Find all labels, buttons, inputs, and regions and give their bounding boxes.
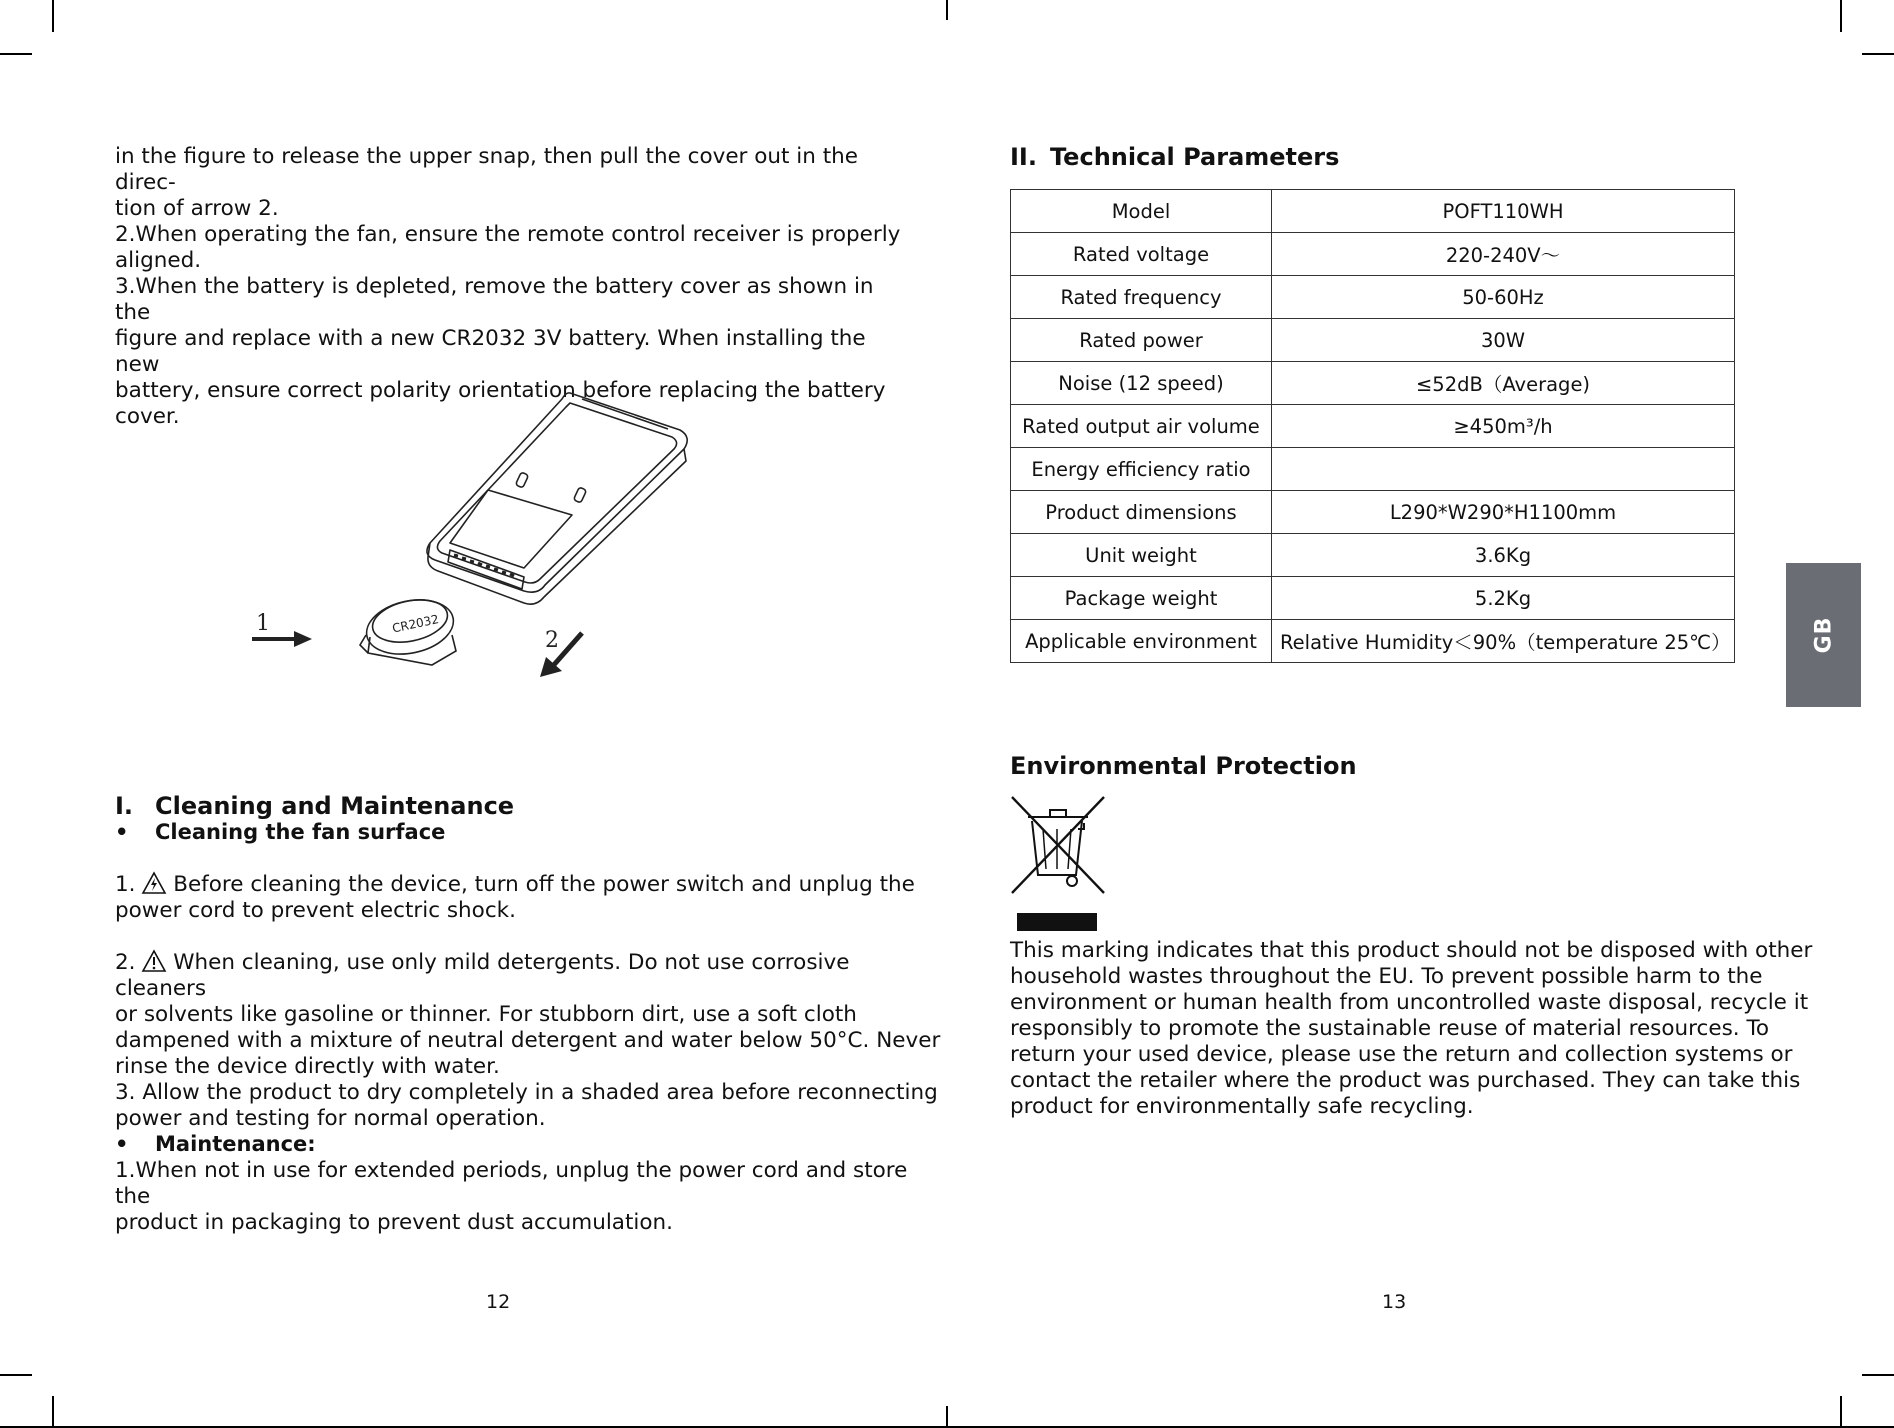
param-value: 30W: [1272, 319, 1735, 362]
param-value: [1272, 448, 1735, 491]
param-value: 5.2Kg: [1272, 577, 1735, 620]
param-value: ≤52dB（Average): [1272, 362, 1735, 405]
param-label: Applicable environment: [1011, 620, 1272, 663]
table-row: [1011, 276, 1735, 319]
bullet-title: Maintenance:: [155, 1132, 316, 1156]
env-line: contact the retailer where the product was purchased. They can take this: [1010, 1068, 1801, 1093]
bullet-maintenance: [115, 1132, 316, 1156]
env-text: [1010, 938, 1850, 1120]
env-protection-heading: Environmental Protection: [1010, 752, 1357, 780]
env-line: return your used device, please use the return and collection systems or: [1010, 1042, 1793, 1067]
left-page: [0, 0, 946, 1428]
item-text: dampened with a mixture of neutral detergent and water below 50°C. Never: [115, 1028, 941, 1053]
table-row: [1011, 491, 1735, 534]
param-label: Rated output air volume: [1011, 405, 1272, 448]
param-label: Rated power: [1011, 319, 1272, 362]
intro-line: battery, ensure correct polarity orientation before replacing the battery: [115, 378, 886, 403]
env-line: household wastes throughout the EU. To prevent possible harm to the: [1010, 964, 1763, 989]
intro-line: aligned.: [115, 248, 202, 273]
table-row: [1011, 319, 1735, 362]
weee-crossed-bin-icon: [1010, 793, 1106, 933]
param-label: Noise (12 speed): [1011, 362, 1272, 405]
param-value: 50-60Hz: [1272, 276, 1735, 319]
electric-warning-icon: [142, 872, 166, 894]
table-row: [1011, 190, 1735, 233]
item-text: rinse the device directly with water.: [115, 1054, 500, 1079]
maintenance-text: [115, 1158, 945, 1236]
language-tab-label: GB: [1811, 616, 1836, 654]
env-line: responsibly to promote the sustainable reuse of material resources. To: [1010, 1016, 1770, 1041]
section-2-number: II.: [1010, 143, 1037, 171]
remote-battery-illustration: [256, 385, 690, 685]
table-row: [1011, 577, 1735, 620]
table-row: [1011, 448, 1735, 491]
param-label: Energy efficiency ratio: [1011, 448, 1272, 491]
table-row: [1011, 405, 1735, 448]
cleaning-item-1: [115, 872, 935, 924]
maintenance-line: product in packaging to prevent dust accumulation.: [115, 1210, 674, 1235]
cleaning-item-2: [115, 950, 945, 1132]
item-prefix: 2.: [115, 950, 136, 975]
table-row: [1011, 620, 1735, 663]
item-text: When cleaning, use only mild detergents. Do not use corrosive cleaners: [115, 950, 850, 1001]
param-value: POFT110WH: [1272, 190, 1735, 233]
env-line: This marking indicates that this product should not be disposed with other: [1010, 938, 1813, 963]
section-1-number: I.: [115, 792, 134, 820]
bullet-cleaning-surface: [115, 820, 445, 844]
battery-label: CR2032: [390, 612, 441, 636]
bullet-dot: •: [115, 1132, 129, 1156]
right-page: [946, 0, 1894, 1428]
param-label: Rated frequency: [1011, 276, 1272, 319]
arrow-2-label: 2: [545, 628, 559, 653]
intro-line: figure and replace with a new CR2032 3V battery. When installing the new: [115, 326, 866, 377]
param-label: Unit weight: [1011, 534, 1272, 577]
section-1-title: Cleaning and Maintenance: [155, 792, 515, 820]
table-row: [1011, 362, 1735, 405]
param-value: ≥450m³/h: [1272, 405, 1735, 448]
arrow-1: [252, 611, 312, 647]
param-value: L290*W290*H1100mm: [1272, 491, 1735, 534]
intro-line: tion of arrow 2.: [115, 196, 279, 221]
param-label: Product dimensions: [1011, 491, 1272, 534]
warning-icon: [142, 950, 166, 972]
section-2-title: Technical Parameters: [1050, 143, 1340, 171]
table-row: [1011, 233, 1735, 276]
param-label: Package weight: [1011, 577, 1272, 620]
maintenance-line: 1.When not in use for extended periods, unplug the power cord and store the: [115, 1158, 908, 1209]
bullet-dot: •: [115, 820, 129, 844]
section-1-heading: [115, 792, 514, 820]
page-number-right: 13: [1382, 1291, 1407, 1313]
param-value: 3.6Kg: [1272, 534, 1735, 577]
param-label: Model: [1011, 190, 1272, 233]
table-row: [1011, 534, 1735, 577]
param-value: Relative Humidity＜90%（temperature 25℃）: [1272, 620, 1735, 663]
arrow-1-label: 1: [256, 611, 270, 636]
page-number-left: 12: [486, 1291, 511, 1313]
env-line: product for environmentally safe recycling.: [1010, 1094, 1474, 1119]
button-shape: [515, 472, 528, 488]
param-value: 220-240V～: [1272, 233, 1735, 276]
item-text: 3. Allow the product to dry completely in a shaded area before reconnecting: [115, 1080, 938, 1105]
section-2-heading: [1010, 143, 1339, 171]
item-text: power cord to prevent electric shock.: [115, 898, 516, 923]
intro-line: 3.When the battery is depleted, remove the battery cover as shown in the: [115, 274, 874, 325]
intro-line: cover.: [115, 404, 180, 429]
item-text: or solvents like gasoline or thinner. For stubborn dirt, use a soft cloth: [115, 1002, 857, 1027]
env-line: environment or human health from uncontrolled waste disposal, recycle it: [1010, 990, 1809, 1015]
arrow-2: [540, 628, 582, 677]
bullet-title: Cleaning the fan surface: [155, 820, 446, 844]
language-tab: [1786, 563, 1861, 707]
param-label: Rated voltage: [1011, 233, 1272, 276]
intro-line: in the figure to release the upper snap, then pull the cover out in the direc-: [115, 144, 858, 195]
item-text: Before cleaning the device, turn off the power switch and unplug the: [173, 872, 915, 897]
item-prefix: 1.: [115, 872, 136, 897]
technical-parameters-table: [1010, 189, 1735, 663]
button-shape: [573, 487, 586, 503]
intro-line: 2.When operating the fan, ensure the remote control receiver is properly: [115, 222, 901, 247]
item-text: power and testing for normal operation.: [115, 1106, 546, 1131]
coin-battery: [360, 592, 458, 665]
